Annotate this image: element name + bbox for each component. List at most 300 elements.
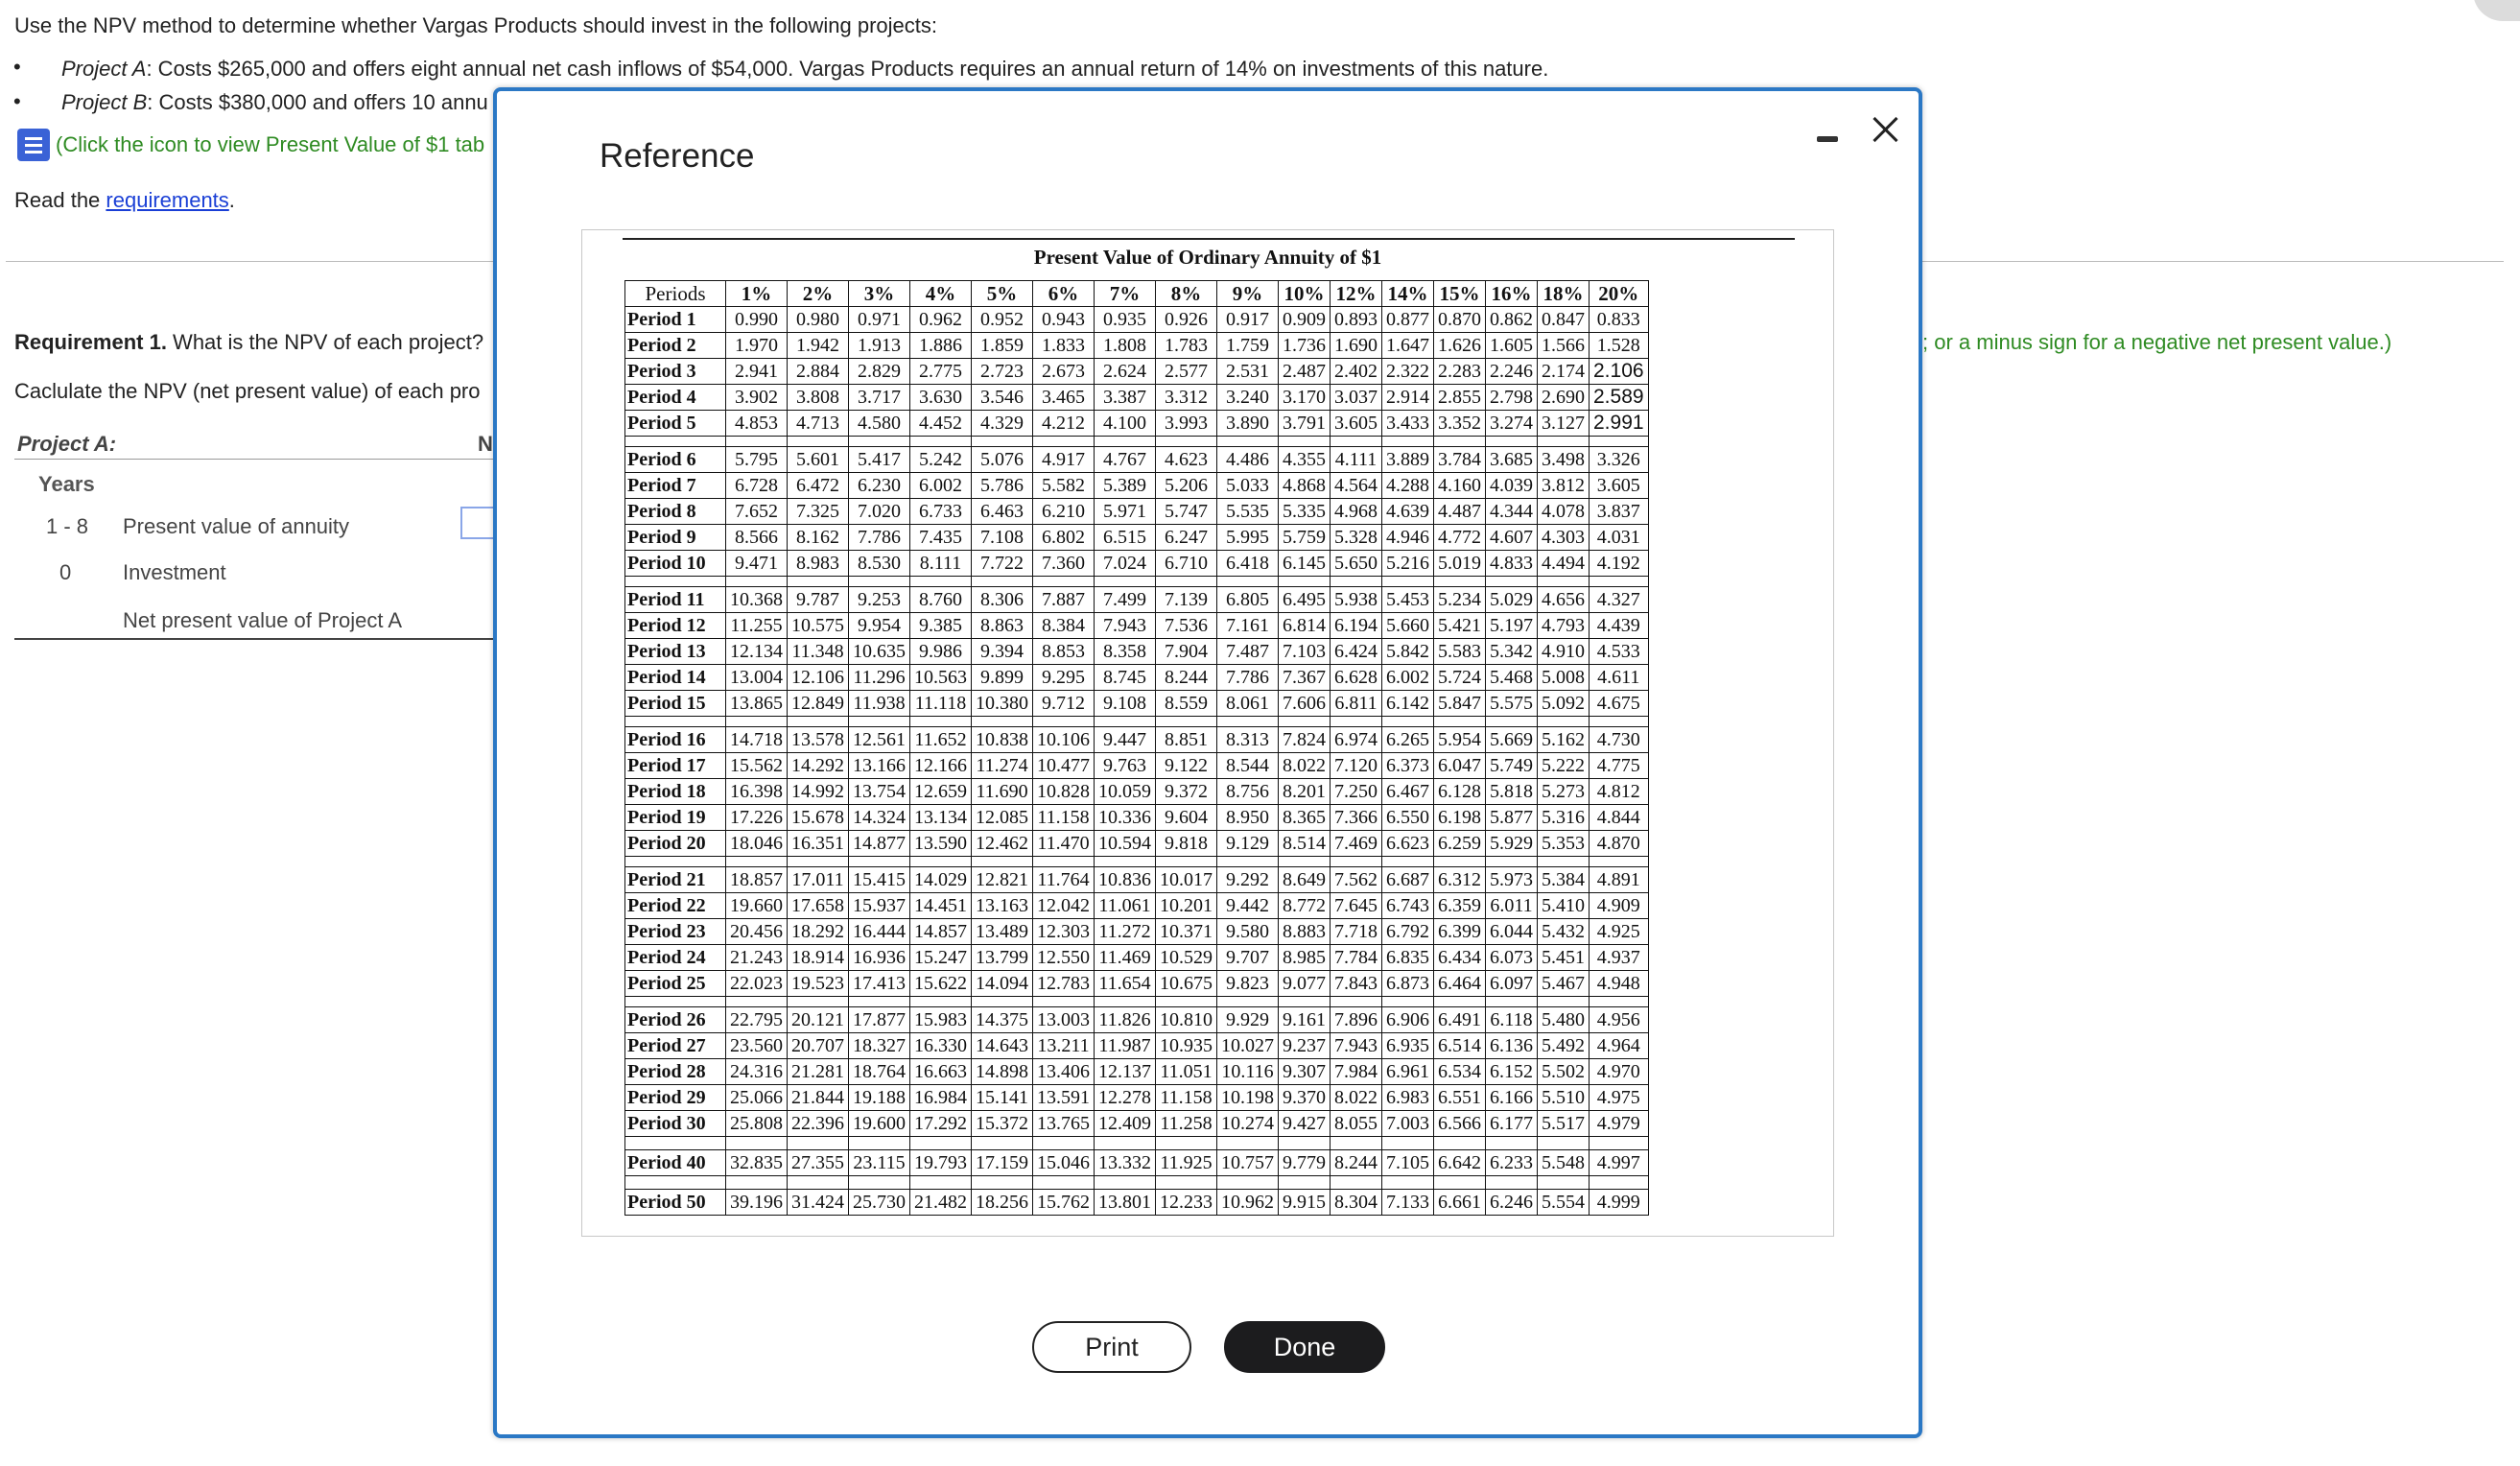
table-cell: 17.877 bbox=[849, 1007, 910, 1033]
header-rate: 14% bbox=[1382, 281, 1434, 307]
table-cell: 6.628 bbox=[1331, 665, 1382, 691]
table-cell: 5.467 bbox=[1538, 971, 1590, 997]
table-cell: 4.452 bbox=[910, 411, 972, 437]
table-cell: 9.108 bbox=[1095, 691, 1156, 717]
table-cell: 5.092 bbox=[1538, 691, 1590, 717]
table-cell: 13.591 bbox=[1033, 1085, 1095, 1111]
table-cell: 18.292 bbox=[788, 919, 849, 945]
table-cell: 10.059 bbox=[1095, 779, 1156, 805]
table-cell: 2.673 bbox=[1033, 359, 1095, 385]
table-cell: 10.529 bbox=[1156, 945, 1217, 971]
table-cell: 12.134 bbox=[726, 639, 788, 665]
table-row bbox=[625, 551, 1649, 577]
table-cell: 4.111 bbox=[1331, 447, 1382, 473]
group-spacer bbox=[625, 1137, 1649, 1150]
table-cell: 13.004 bbox=[726, 665, 788, 691]
table-cell: 5.575 bbox=[1486, 691, 1538, 717]
table-cell: 6.873 bbox=[1382, 971, 1434, 997]
table-cell: 8.863 bbox=[972, 613, 1033, 639]
table-cell: 11.258 bbox=[1156, 1111, 1217, 1137]
spacer-cell bbox=[910, 577, 972, 587]
pv-annuity-input[interactable] bbox=[460, 507, 495, 539]
worksheet-bottom-rule bbox=[14, 638, 499, 640]
pv-annuity-table bbox=[624, 280, 1649, 1216]
row-label-pv-annuity: Present value of annuity bbox=[123, 514, 350, 538]
table-cell: 12.278 bbox=[1095, 1085, 1156, 1111]
table-cell: 16.398 bbox=[726, 779, 788, 805]
table-cell: 7.786 bbox=[849, 525, 910, 551]
table-cell: 19.600 bbox=[849, 1111, 910, 1137]
table-row bbox=[625, 613, 1649, 639]
table-cell: 6.418 bbox=[1217, 551, 1279, 577]
table-title: Present Value of Ordinary Annuity of $1 bbox=[1033, 246, 1382, 269]
table-cell: 1.886 bbox=[910, 333, 972, 359]
requirements-link[interactable]: requirements bbox=[106, 188, 229, 212]
table-cell: 6.177 bbox=[1486, 1111, 1538, 1137]
table-cell: 7.943 bbox=[1095, 613, 1156, 639]
table-cell: 9.899 bbox=[972, 665, 1033, 691]
table-cell: 3.784 bbox=[1434, 447, 1486, 473]
table-cell: 2.798 bbox=[1486, 385, 1538, 411]
present-value-table-link[interactable] bbox=[17, 129, 484, 161]
table-cell: 8.306 bbox=[972, 587, 1033, 613]
table-cell: 10.635 bbox=[849, 639, 910, 665]
read-suffix: . bbox=[228, 188, 235, 212]
table-cell: 4.607 bbox=[1486, 525, 1538, 551]
table-cell: 9.712 bbox=[1033, 691, 1095, 717]
table-cell: 7.896 bbox=[1331, 1007, 1382, 1033]
table-cell: 4.853 bbox=[726, 411, 788, 437]
table-cell: 6.073 bbox=[1486, 945, 1538, 971]
table-cell: 3.808 bbox=[788, 385, 849, 411]
spacer-cell bbox=[1279, 577, 1331, 587]
minimize-icon[interactable] bbox=[1817, 136, 1838, 142]
spacer-cell bbox=[1156, 857, 1217, 867]
table-cell: 6.424 bbox=[1331, 639, 1382, 665]
spacer-cell bbox=[1486, 857, 1538, 867]
table-cell: 5.548 bbox=[1538, 1150, 1590, 1176]
table-cell: 5.222 bbox=[1538, 753, 1590, 779]
spacer-cell bbox=[1156, 437, 1217, 447]
table-cell: 15.046 bbox=[1033, 1150, 1095, 1176]
table-cell: 14.094 bbox=[972, 971, 1033, 997]
spacer-cell bbox=[788, 1176, 849, 1190]
table-cell: 2.246 bbox=[1486, 359, 1538, 385]
table-row bbox=[625, 945, 1649, 971]
spacer-cell bbox=[1434, 1176, 1486, 1190]
table-cell: 6.974 bbox=[1331, 727, 1382, 753]
spacer-cell bbox=[849, 857, 910, 867]
table-cell: 0.917 bbox=[1217, 307, 1279, 333]
row-period-label: Period 23 bbox=[625, 919, 726, 945]
table-cell: 4.917 bbox=[1033, 447, 1095, 473]
header-rate: 7% bbox=[1095, 281, 1156, 307]
group-spacer bbox=[625, 437, 1649, 447]
table-cell: 11.652 bbox=[910, 727, 972, 753]
table-cell: 19.188 bbox=[849, 1085, 910, 1111]
spacer-cell bbox=[1486, 1137, 1538, 1150]
table-cell: 9.077 bbox=[1279, 971, 1331, 997]
table-cell: 7.652 bbox=[726, 499, 788, 525]
worksheet-project-label: Project A: bbox=[17, 432, 117, 456]
sign-hint: ; or a minus sign for a negative net present value.) bbox=[1922, 330, 2392, 354]
table-cell: 1.736 bbox=[1279, 333, 1331, 359]
table-cell: 14.324 bbox=[849, 805, 910, 831]
table-cell: 7.367 bbox=[1279, 665, 1331, 691]
bullet-dot: • bbox=[13, 89, 21, 113]
table-cell: 5.389 bbox=[1095, 473, 1156, 499]
table-cell: 13.801 bbox=[1095, 1190, 1156, 1216]
spacer-cell bbox=[1590, 1137, 1649, 1150]
table-cell: 7.469 bbox=[1331, 831, 1382, 857]
spacer-cell bbox=[1217, 1176, 1279, 1190]
table-cell: 7.784 bbox=[1331, 945, 1382, 971]
table-cell: 12.561 bbox=[849, 727, 910, 753]
minimize-button[interactable] bbox=[1811, 120, 1844, 158]
table-cell: 11.272 bbox=[1095, 919, 1156, 945]
table-cell: 6.194 bbox=[1331, 613, 1382, 639]
table-cell: 3.717 bbox=[849, 385, 910, 411]
table-cell: 14.898 bbox=[972, 1059, 1033, 1085]
table-cell: 6.515 bbox=[1095, 525, 1156, 551]
table-cell: 3.465 bbox=[1033, 385, 1095, 411]
row-period-label: Period 22 bbox=[625, 893, 726, 919]
table-cell: 6.464 bbox=[1434, 971, 1486, 997]
table-cell: 22.023 bbox=[726, 971, 788, 997]
table-cell: 0.990 bbox=[726, 307, 788, 333]
table-cell: 6.166 bbox=[1486, 1085, 1538, 1111]
table-cell: 11.118 bbox=[910, 691, 972, 717]
header-rate: 16% bbox=[1486, 281, 1538, 307]
table-cell: 6.230 bbox=[849, 473, 910, 499]
table-cell: 4.970 bbox=[1590, 1059, 1649, 1085]
table-cell: 0.943 bbox=[1033, 307, 1095, 333]
spacer-cell bbox=[1382, 1176, 1434, 1190]
table-cell: 19.523 bbox=[788, 971, 849, 997]
row-period-label: Period 28 bbox=[625, 1059, 726, 1085]
table-cell: 11.255 bbox=[726, 613, 788, 639]
table-cell: 2.884 bbox=[788, 359, 849, 385]
spacer-cell bbox=[1331, 857, 1382, 867]
table-cell: 4.948 bbox=[1590, 971, 1649, 997]
row-period-label: Period 40 bbox=[625, 1150, 726, 1176]
table-cell: 6.247 bbox=[1156, 525, 1217, 551]
spacer-cell bbox=[1279, 997, 1331, 1007]
table-cell: 5.432 bbox=[1538, 919, 1590, 945]
table-cell: 5.747 bbox=[1156, 499, 1217, 525]
table-cell: 0.952 bbox=[972, 307, 1033, 333]
requirement-1-text: What is the NPV of each project? bbox=[166, 330, 484, 354]
table-cell: 6.210 bbox=[1033, 499, 1095, 525]
table-cell: 10.828 bbox=[1033, 779, 1095, 805]
table-cell: 8.559 bbox=[1156, 691, 1217, 717]
table-cell: 8.022 bbox=[1331, 1085, 1382, 1111]
spacer-cell bbox=[1434, 717, 1486, 727]
table-cell: 5.973 bbox=[1486, 867, 1538, 893]
spacer-cell bbox=[625, 1137, 726, 1150]
table-row bbox=[625, 587, 1649, 613]
header-rate: 8% bbox=[1156, 281, 1217, 307]
row-period-label: Period 18 bbox=[625, 779, 726, 805]
table-cell: 4.303 bbox=[1538, 525, 1590, 551]
table-cell: 14.857 bbox=[910, 919, 972, 945]
spacer-cell bbox=[726, 437, 788, 447]
table-cell: 10.935 bbox=[1156, 1033, 1217, 1059]
table-cell: 4.212 bbox=[1033, 411, 1095, 437]
table-cell: 6.491 bbox=[1434, 1007, 1486, 1033]
table-cell: 8.745 bbox=[1095, 665, 1156, 691]
spacer-cell bbox=[972, 857, 1033, 867]
table-cell: 14.451 bbox=[910, 893, 972, 919]
table-cell: 10.336 bbox=[1095, 805, 1156, 831]
table-cell: 4.564 bbox=[1331, 473, 1382, 499]
table-cell: 5.749 bbox=[1486, 753, 1538, 779]
table-cell: 11.469 bbox=[1095, 945, 1156, 971]
spacer-cell bbox=[1217, 577, 1279, 587]
table-cell: 5.971 bbox=[1095, 499, 1156, 525]
table-cell: 6.128 bbox=[1434, 779, 1486, 805]
table-cell: 6.733 bbox=[910, 499, 972, 525]
table-cell: 3.791 bbox=[1279, 411, 1331, 437]
table-cell: 6.198 bbox=[1434, 805, 1486, 831]
table-cell: 4.329 bbox=[972, 411, 1033, 437]
table-cell: 5.076 bbox=[972, 447, 1033, 473]
table-cell: 5.929 bbox=[1486, 831, 1538, 857]
table-row bbox=[625, 411, 1649, 437]
table-cell: 11.296 bbox=[849, 665, 910, 691]
table-cell: 17.159 bbox=[972, 1150, 1033, 1176]
table-cell: 6.002 bbox=[1382, 665, 1434, 691]
spacer-cell bbox=[1382, 717, 1434, 727]
table-cell: 13.134 bbox=[910, 805, 972, 831]
spacer-cell bbox=[788, 577, 849, 587]
done-button[interactable]: Done bbox=[1224, 1321, 1385, 1373]
table-cell: 15.762 bbox=[1033, 1190, 1095, 1216]
table-cell: 11.470 bbox=[1033, 831, 1095, 857]
spacer-cell bbox=[1486, 577, 1538, 587]
table-row bbox=[625, 779, 1649, 805]
table-cell: 15.415 bbox=[849, 867, 910, 893]
table-row bbox=[625, 1007, 1649, 1033]
table-row bbox=[625, 447, 1649, 473]
table-body bbox=[625, 307, 1649, 1216]
table-cell: 2.322 bbox=[1382, 359, 1434, 385]
table-cell: 7.105 bbox=[1382, 1150, 1434, 1176]
spacer-cell bbox=[849, 437, 910, 447]
table-cell: 5.234 bbox=[1434, 587, 1486, 613]
spacer-cell bbox=[1590, 717, 1649, 727]
table-cell: 10.198 bbox=[1217, 1085, 1279, 1111]
table-cell: 7.904 bbox=[1156, 639, 1217, 665]
table-cell: 14.718 bbox=[726, 727, 788, 753]
table-cell: 4.775 bbox=[1590, 753, 1649, 779]
table-cell: 8.756 bbox=[1217, 779, 1279, 805]
table-cell: 5.502 bbox=[1538, 1059, 1590, 1085]
row-period-label: Period 5 bbox=[625, 411, 726, 437]
header-rate: 10% bbox=[1279, 281, 1331, 307]
row-period-label: Period 19 bbox=[625, 805, 726, 831]
table-cell: 7.984 bbox=[1331, 1059, 1382, 1085]
table-cell: 14.992 bbox=[788, 779, 849, 805]
table-cell: 9.253 bbox=[849, 587, 910, 613]
table-cell: 8.055 bbox=[1331, 1111, 1382, 1137]
row-period-label: Period 3 bbox=[625, 359, 726, 385]
table-cell: 5.480 bbox=[1538, 1007, 1590, 1033]
table-cell: 13.163 bbox=[972, 893, 1033, 919]
table-cell: 3.993 bbox=[1156, 411, 1217, 437]
table-cell: 3.127 bbox=[1538, 411, 1590, 437]
table-cell: 9.580 bbox=[1217, 919, 1279, 945]
spacer-cell bbox=[1033, 1176, 1095, 1190]
table-cell: 7.943 bbox=[1331, 1033, 1382, 1059]
spacer-cell bbox=[972, 1137, 1033, 1150]
print-button[interactable]: Print bbox=[1032, 1321, 1191, 1373]
table-cell: 8.384 bbox=[1033, 613, 1095, 639]
table-cell: 9.779 bbox=[1279, 1150, 1331, 1176]
table-cell: 3.312 bbox=[1156, 385, 1217, 411]
table-cell: 5.759 bbox=[1279, 525, 1331, 551]
reference-table-frame bbox=[581, 229, 1834, 1237]
table-cell: 4.611 bbox=[1590, 665, 1649, 691]
table-cell: 5.033 bbox=[1217, 473, 1279, 499]
spacer-cell bbox=[788, 857, 849, 867]
table-cell: 1.528 bbox=[1590, 333, 1649, 359]
table-cell: 5.995 bbox=[1217, 525, 1279, 551]
table-cell: 9.818 bbox=[1156, 831, 1217, 857]
close-icon[interactable] bbox=[1867, 110, 1905, 149]
requirement-1 bbox=[14, 330, 483, 355]
table-cell: 5.510 bbox=[1538, 1085, 1590, 1111]
row-years: 1 - 8 bbox=[46, 514, 89, 538]
spacer-cell bbox=[1217, 437, 1279, 447]
spacer-cell bbox=[1434, 437, 1486, 447]
present-value-link-text[interactable]: (Click the icon to view Present Value of $1 tab bbox=[56, 132, 485, 156]
table-cell: 6.802 bbox=[1033, 525, 1095, 551]
table-cell: 6.434 bbox=[1434, 945, 1486, 971]
table-cell: 7.536 bbox=[1156, 613, 1217, 639]
table-cell: 15.937 bbox=[849, 893, 910, 919]
table-cell: 10.116 bbox=[1217, 1059, 1279, 1085]
header-rate: 3% bbox=[849, 281, 910, 307]
table-cell: 4.833 bbox=[1486, 551, 1538, 577]
table-cell: 17.413 bbox=[849, 971, 910, 997]
table-cell: 2.174 bbox=[1538, 359, 1590, 385]
group-spacer bbox=[625, 717, 1649, 727]
table-cell: 4.999 bbox=[1590, 1190, 1649, 1216]
spacer-cell bbox=[1217, 997, 1279, 1007]
table-cell: 4.344 bbox=[1486, 499, 1538, 525]
row-period-label: Period 24 bbox=[625, 945, 726, 971]
spacer-cell bbox=[1382, 1137, 1434, 1150]
spacer-cell bbox=[972, 997, 1033, 1007]
table-cell: 15.372 bbox=[972, 1111, 1033, 1137]
row-period-label: Period 21 bbox=[625, 867, 726, 893]
table-cell: 1.626 bbox=[1434, 333, 1486, 359]
table-cell: 5.029 bbox=[1486, 587, 1538, 613]
table-cell: 9.385 bbox=[910, 613, 972, 639]
table-cell: 0.847 bbox=[1538, 307, 1590, 333]
table-cell: 7.843 bbox=[1331, 971, 1382, 997]
table-cell: 4.355 bbox=[1279, 447, 1331, 473]
table-cell: 10.836 bbox=[1095, 867, 1156, 893]
table-cell: 7.325 bbox=[788, 499, 849, 525]
table-cell: 7.718 bbox=[1331, 919, 1382, 945]
header-periods: Periods bbox=[625, 281, 726, 307]
table-cell: 6.814 bbox=[1279, 613, 1331, 639]
table-cell: 24.316 bbox=[726, 1059, 788, 1085]
table-cell: 16.984 bbox=[910, 1085, 972, 1111]
table-cell: 11.654 bbox=[1095, 971, 1156, 997]
table-cell: 6.246 bbox=[1486, 1190, 1538, 1216]
table-cell: 11.925 bbox=[1156, 1150, 1217, 1176]
table-cell: 4.039 bbox=[1486, 473, 1538, 499]
table-cell: 1.833 bbox=[1033, 333, 1095, 359]
table-cell: 2.941 bbox=[726, 359, 788, 385]
table-cell: 8.950 bbox=[1217, 805, 1279, 831]
table-cell: 13.332 bbox=[1095, 1150, 1156, 1176]
table-cell: 12.462 bbox=[972, 831, 1033, 857]
table-cell: 7.487 bbox=[1217, 639, 1279, 665]
table-cell: 6.373 bbox=[1382, 753, 1434, 779]
table-cell: 2.855 bbox=[1434, 385, 1486, 411]
table-cell: 9.823 bbox=[1217, 971, 1279, 997]
table-cell: 13.865 bbox=[726, 691, 788, 717]
spacer-cell bbox=[625, 857, 726, 867]
spacer-cell bbox=[1095, 437, 1156, 447]
book-icon[interactable] bbox=[17, 129, 50, 161]
table-cell: 5.353 bbox=[1538, 831, 1590, 857]
table-cell: 6.983 bbox=[1382, 1085, 1434, 1111]
table-cell: 5.847 bbox=[1434, 691, 1486, 717]
table-cell: 10.368 bbox=[726, 587, 788, 613]
spacer-cell bbox=[1095, 577, 1156, 587]
table-cell: 11.826 bbox=[1095, 1007, 1156, 1033]
table-cell: 9.427 bbox=[1279, 1111, 1331, 1137]
table-cell: 7.366 bbox=[1331, 805, 1382, 831]
table-cell: 4.772 bbox=[1434, 525, 1486, 551]
table-cell: 12.409 bbox=[1095, 1111, 1156, 1137]
table-cell: 6.002 bbox=[910, 473, 972, 499]
table-cell: 14.029 bbox=[910, 867, 972, 893]
table-cell: 8.022 bbox=[1279, 753, 1331, 779]
project-a-name: Project A bbox=[61, 57, 147, 81]
table-cell: 9.986 bbox=[910, 639, 972, 665]
table-cell: 5.582 bbox=[1033, 473, 1095, 499]
table-cell: 15.983 bbox=[910, 1007, 972, 1033]
table-cell: 3.605 bbox=[1590, 473, 1649, 499]
table-cell: 14.375 bbox=[972, 1007, 1033, 1033]
table-row bbox=[625, 971, 1649, 997]
table-cell: 18.327 bbox=[849, 1033, 910, 1059]
spacer-cell bbox=[849, 1137, 910, 1150]
table-cell: 2.531 bbox=[1217, 359, 1279, 385]
project-b-name: Project B bbox=[61, 90, 148, 114]
table-cell: 12.137 bbox=[1095, 1059, 1156, 1085]
table-cell: 12.783 bbox=[1033, 971, 1095, 997]
row-label-npv: Net present value of Project A bbox=[123, 608, 403, 632]
table-cell: 6.152 bbox=[1486, 1059, 1538, 1085]
table-cell: 3.433 bbox=[1382, 411, 1434, 437]
table-cell: 22.795 bbox=[726, 1007, 788, 1033]
table-cell: 0.909 bbox=[1279, 307, 1331, 333]
table-cell: 6.097 bbox=[1486, 971, 1538, 997]
table-row bbox=[625, 1033, 1649, 1059]
table-cell: 5.328 bbox=[1331, 525, 1382, 551]
table-cell: 3.890 bbox=[1217, 411, 1279, 437]
table-cell: 6.623 bbox=[1382, 831, 1434, 857]
table-cell: 10.201 bbox=[1156, 893, 1217, 919]
table-cell: 5.650 bbox=[1331, 551, 1382, 577]
